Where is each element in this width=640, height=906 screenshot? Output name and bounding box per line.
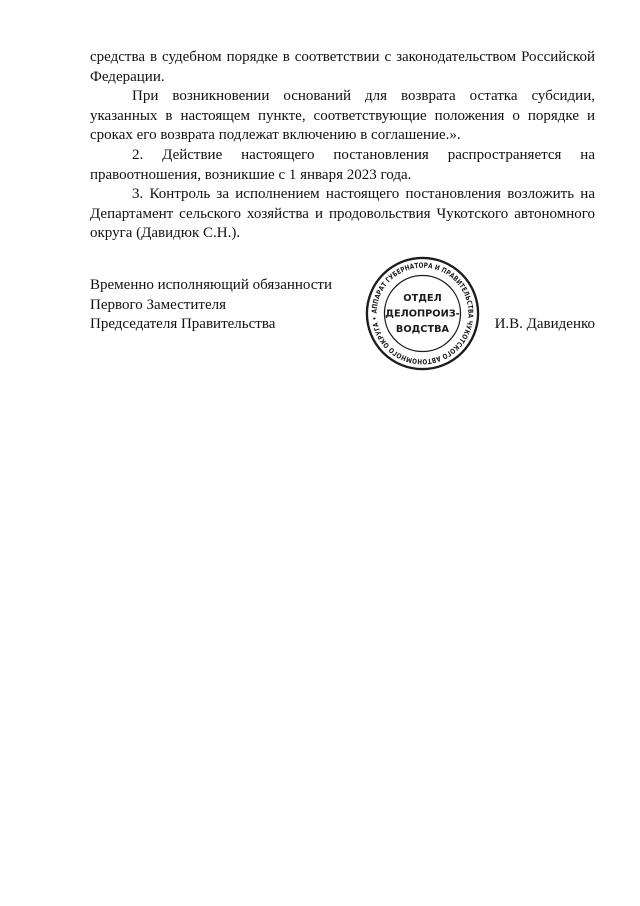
stamp-center-line-3: ВОДСТВА xyxy=(395,324,450,336)
position-line-3: Председателя Правительства xyxy=(90,316,276,333)
document-body xyxy=(90,48,595,244)
signatory-position xyxy=(90,276,332,335)
paragraph-continuation: средства в судебном порядке в соответствии с законодательством Российской Федерации. xyxy=(90,49,595,85)
stamp-center-line-1: ОТДЕЛ xyxy=(403,292,442,304)
position-line-1: Временно исполняющий обязанности xyxy=(90,277,333,293)
paragraph-subsidy-return: При возникновении оснований для возврата остатка субсидии, указанных в настоящем пункте, соответствующие положения о порядке и сроках его возврата подлежат включению в соглашение.». xyxy=(90,88,595,144)
position-line-2: Первого Заместителя xyxy=(90,296,227,313)
signatory-name: И.В. Давиденко xyxy=(494,316,595,332)
paragraph-item-3: 3. Контроль за исполнением настоящего постановления возложить на Департамент сельского хозяйства и продовольствия Чукотского автономного округа (Давидюк С.Н.). xyxy=(90,186,595,242)
stamp-center-line-2: ДЕЛОПРОИЗ- xyxy=(385,308,460,320)
official-stamp xyxy=(364,255,481,372)
signature-block xyxy=(90,276,595,376)
paragraph-item-2: 2. Действие настоящего постановления распространяется на правоотношения, возникшие с 1 января 2023 года. xyxy=(90,146,595,183)
stamp-ring-text: АППАРАТ ГУБЕРНАТОРА И ПРАВИТЕЛЬСТВА ЧУКОТСКОГО АВТОНОМНОГО ОКРУГА • xyxy=(369,260,476,367)
